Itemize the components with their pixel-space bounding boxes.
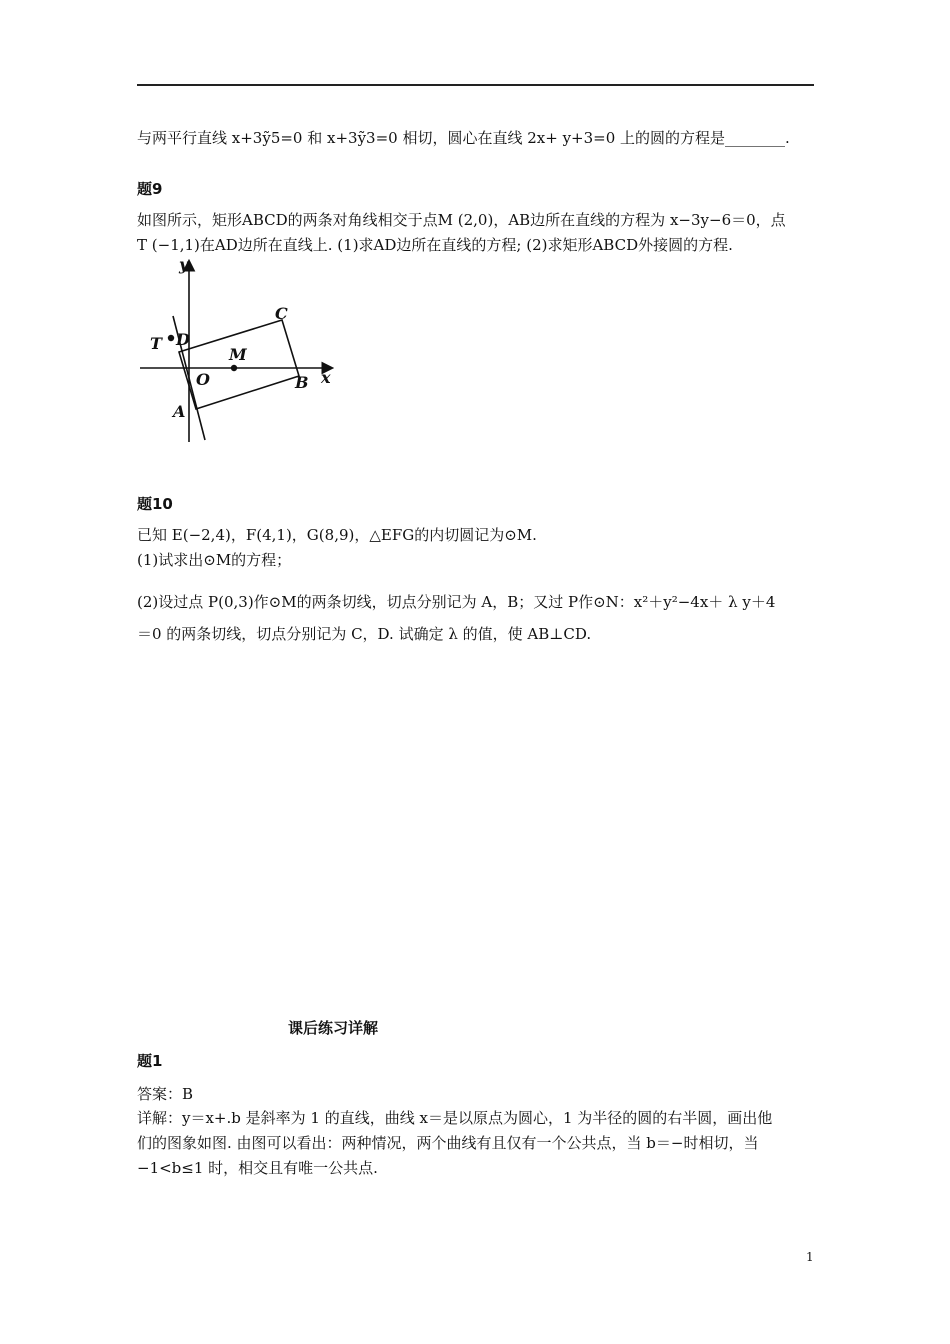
q10-line-2: (1)试求出⊙M的方程； [137, 551, 292, 569]
page-number: 1 [806, 1250, 814, 1264]
q9-heading: 题9 [137, 180, 163, 198]
solution-detail-1: 详解：y＝x+.b 是斜率为 1 的直线，曲线 x＝是以原点为圆心，1 为半径的圆的右半圆，画出他 [137, 1109, 773, 1127]
q9-figure [135, 252, 345, 444]
q9-line-2: T (−1,1)在AD边所在直线上. (1)求AD边所在直线的方程; (2)求矩形ABCD外接圆的方程. [137, 236, 733, 254]
q9-line-1: 如图所示，矩形ABCD的两条对角线相交于点M (2,0)，AB边所在直线的方程为 x−3y−6＝0，点 [137, 211, 786, 229]
solution-answer: 答案：B [137, 1085, 194, 1103]
label-o: O [196, 370, 210, 389]
label-d: D [176, 330, 190, 349]
point-m [231, 365, 237, 371]
intro-line: 与两平行直线 x+3ỹ5=0 和 x+3ỹ3=0 相切，圆心在直线 2x+ y+3=0 上的圆的方程是________. [137, 129, 790, 147]
header-rule [137, 84, 814, 86]
q10-heading: 题10 [137, 495, 173, 513]
rectangle-abcd [179, 320, 299, 409]
label-x: x [321, 368, 331, 387]
label-a: A [173, 402, 186, 421]
label-t: T [150, 334, 162, 353]
label-m: M [229, 345, 247, 364]
label-y: y [179, 255, 189, 274]
q10-line-4: ＝0 的两条切线，切点分别记为 C，D. 试确定 λ 的值，使 AB⊥CD. [137, 625, 592, 643]
solution-detail-3: −1<b≤1 时，相交且有唯一公共点. [137, 1159, 378, 1177]
point-t [168, 335, 174, 341]
label-c: C [275, 304, 288, 323]
label-b: B [295, 373, 309, 392]
q10-line-3: (2)设过点 P(0,3)作⊙M的两条切线，切点分别记为 A，B；又过 P作⊙N：x²＋y²−4x＋ λ y＋4 [137, 593, 776, 611]
q10-line-1: 已知 E(−2,4)，F(4,1)，G(8,9)，△EFG的内切圆记为⊙M. [137, 526, 537, 544]
solution-q1-heading: 题1 [137, 1052, 163, 1070]
solution-detail-2: 们的图象如图. 由图可以看出：两种情况，两个曲线有且仅有一个公共点，当 b＝−时相切，当 [137, 1134, 759, 1152]
solutions-title: 课后练习详解 [288, 1019, 379, 1037]
